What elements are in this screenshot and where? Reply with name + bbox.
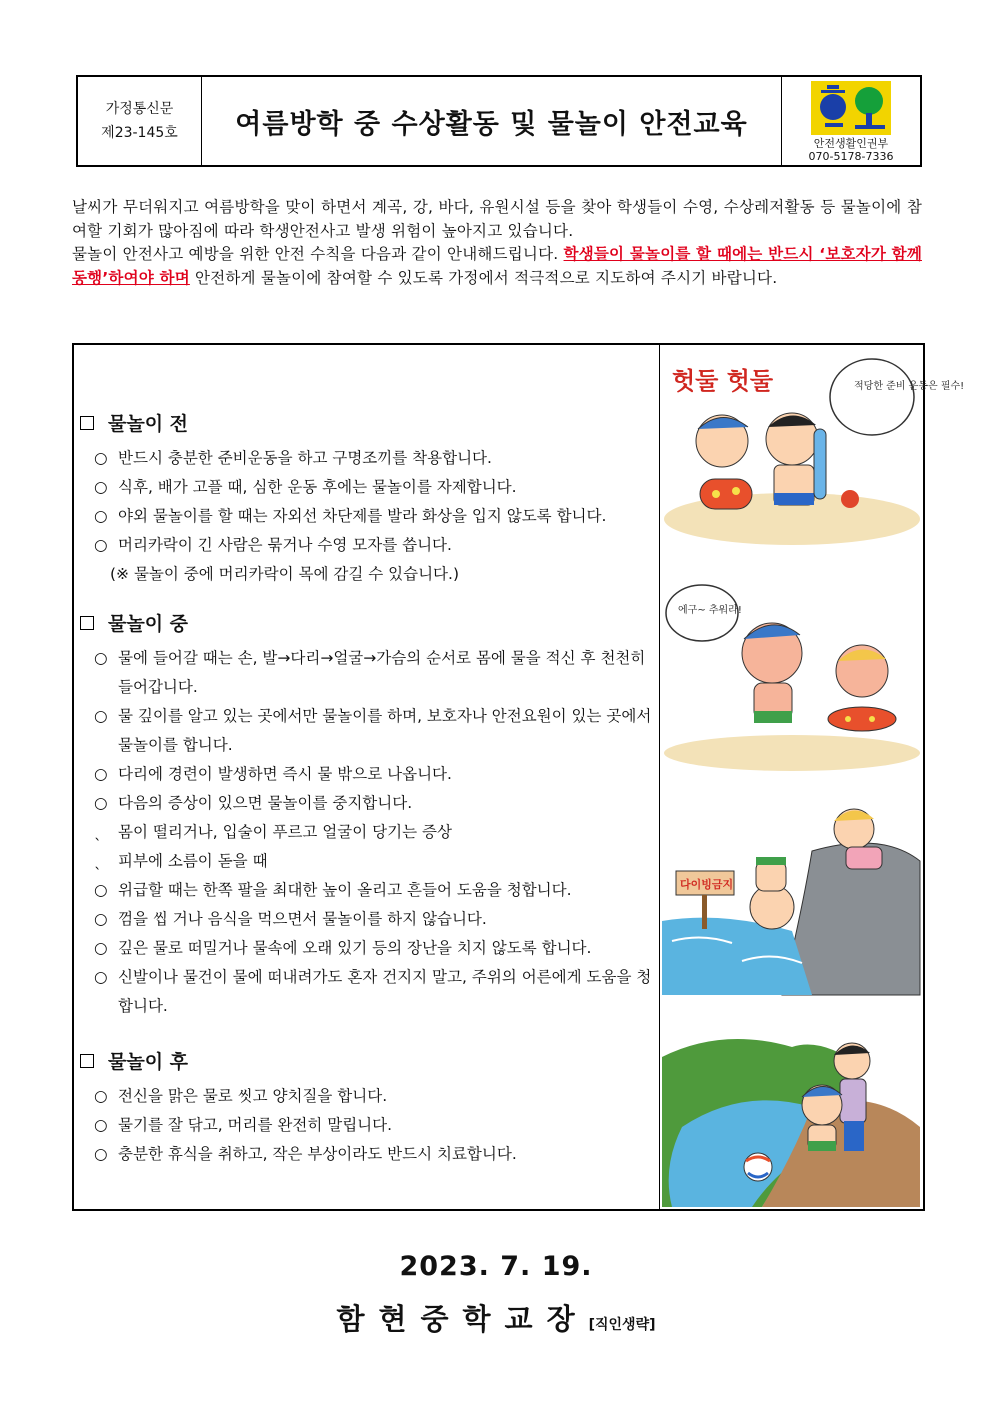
circle-bullet-icon: ○ bbox=[94, 478, 108, 496]
list-item: ○ 위급할 때는 한쪽 팔을 최대한 높이 올리고 흔들어 도움을 청합니다. bbox=[94, 876, 656, 905]
header-box bbox=[76, 75, 922, 167]
list-item: ○ 물기를 잘 닦고, 머리를 완전히 말립니다. bbox=[94, 1111, 656, 1140]
list-item: ○ 껌을 씹 거나 음식을 먹으면서 물놀이를 하지 않습니다. bbox=[94, 905, 656, 934]
page-title: 여름방학 중 수상활동 및 물놀이 안전교육 bbox=[202, 77, 782, 165]
circle-bullet-icon: ○ bbox=[94, 765, 108, 783]
circle-bullet-icon: ○ bbox=[94, 536, 108, 554]
column-divider bbox=[659, 345, 660, 1209]
list-note: (※ 물놀이 중에 머리카락이 목에 감길 수 있습니다.) bbox=[110, 565, 459, 583]
list-item: ○ 깊은 물로 떠밀거나 물속에 오래 있기 등의 장난을 치지 않도록 합니다. bbox=[94, 934, 656, 963]
list-item: ○ 반드시 충분한 준비운동을 하고 구명조끼를 착용합니다. bbox=[94, 444, 656, 473]
circle-bullet-icon: ○ bbox=[94, 649, 108, 667]
no-diving-illustration bbox=[662, 791, 922, 995]
circle-bullet-icon: ○ bbox=[94, 910, 108, 928]
section-during-title bbox=[80, 609, 188, 636]
sub-list-item: ˎ 피부에 소름이 돋을 때 bbox=[94, 847, 656, 876]
circle-bullet-icon: ○ bbox=[94, 939, 108, 957]
list-item: ○ 물에 들어갈 때는 손, 발→다리→얼굴→가슴의 순서로 몸에 물을 적신 후 천천히 들어갑니다. bbox=[94, 644, 656, 702]
doc-info bbox=[78, 77, 202, 165]
safety-rules-table bbox=[72, 343, 965, 1211]
section-during-list bbox=[94, 644, 656, 1021]
dot-bullet-icon: ˎ bbox=[94, 852, 102, 870]
dept-logo-box bbox=[782, 77, 920, 165]
circle-bullet-icon: ○ bbox=[94, 794, 108, 812]
warmup-bubble-text: 적당한 준비 운동은 필수! bbox=[854, 381, 965, 392]
school-name: 함현중학교장 bbox=[336, 1302, 589, 1336]
list-item: ○ 전신을 맑은 물로 씻고 양치질을 합니다. bbox=[94, 1082, 656, 1111]
checkbox-square-icon bbox=[80, 616, 94, 630]
circle-bullet-icon: ○ bbox=[94, 507, 108, 525]
dot-bullet-icon: ˎ bbox=[94, 823, 102, 841]
doc-number: 제23-145호 bbox=[101, 125, 178, 141]
after-swim-illustration bbox=[662, 1017, 922, 1207]
section-after-list bbox=[94, 1082, 656, 1169]
list-item: ○ 충분한 휴식을 취하고, 작은 부상이라도 반드시 치료합니다. bbox=[94, 1140, 656, 1169]
intro-p2 bbox=[72, 243, 922, 290]
section-before-list bbox=[94, 444, 656, 589]
warmup-illustration bbox=[662, 349, 965, 545]
section-after-label: 물놀이 후 bbox=[108, 1051, 189, 1073]
cold-bubble-text: 에구~ 추워라! bbox=[678, 605, 742, 616]
list-item: ○ 물 깊이를 알고 있는 곳에서만 물놀이를 하며, 보호자나 안전요원이 있는 곳에서 물놀이를 합니다. bbox=[94, 702, 656, 760]
section-before-label: 물놀이 전 bbox=[108, 413, 189, 435]
dept-name: 안전생활인권부 bbox=[813, 137, 889, 150]
intro-paragraph bbox=[72, 196, 922, 290]
section-after-title bbox=[80, 1047, 188, 1074]
dept-phone: 070-5178-7336 bbox=[808, 150, 894, 163]
section-during-label: 물놀이 중 bbox=[108, 613, 189, 635]
circle-bullet-icon: ○ bbox=[94, 1145, 108, 1163]
circle-bullet-icon: ○ bbox=[94, 881, 108, 899]
no-diving-sign-text: 다이빙금지 bbox=[680, 878, 734, 891]
list-item: ○ 야외 물놀이를 할 때는 자외선 차단제를 발라 화상을 입지 않도록 합니다. bbox=[94, 502, 656, 531]
intro-p1: 날씨가 무더워지고 여름방학을 맞이 하면서 계곡, 강, 바다, 유원시설 등을 찾아 학생들이 수영, 수상레저활동 등 물놀이에 참여할 기회가 많아짐에 따라 학생안전사고 발생 위험이 높아지고 있습니다. bbox=[72, 198, 922, 240]
checkbox-square-icon bbox=[80, 1054, 94, 1068]
list-item: ○ 머리카락이 긴 사람은 묶거나 수영 모자를 씁니다. bbox=[94, 531, 656, 560]
circle-bullet-icon: ○ bbox=[94, 449, 108, 467]
list-item: ○ 신발이나 물건이 물에 떠내려가도 혼자 건지지 말고, 주위의 어른에게 도움을 청합니다. bbox=[94, 963, 656, 1021]
checkbox-square-icon bbox=[80, 416, 94, 430]
school-signature bbox=[0, 1297, 992, 1338]
doc-type: 가정통신문 bbox=[105, 101, 174, 117]
sub-list-item: ˎ 몸이 떨리거나, 입술이 푸르고 얼굴이 당기는 증상 bbox=[94, 818, 656, 847]
issue-date: 2023. 7. 19. bbox=[399, 1251, 593, 1282]
cold-water-illustration bbox=[662, 573, 922, 769]
school-logo-icon bbox=[811, 81, 891, 135]
circle-bullet-icon: ○ bbox=[94, 1087, 108, 1105]
list-item: ○ 식후, 배가 고플 때, 심한 운동 후에는 물놀이를 자제합니다. bbox=[94, 473, 656, 502]
section-before-title bbox=[80, 409, 188, 436]
circle-bullet-icon: ○ bbox=[94, 1116, 108, 1134]
circle-bullet-icon: ○ bbox=[94, 707, 108, 725]
intro-p2-end: 안전하게 물놀이에 참여할 수 있도록 가정에서 적극적으로 지도하여 주시기 바랍니다. bbox=[189, 268, 778, 287]
list-item: ○ 다음의 증상이 있으면 물놀이를 중지합니다. bbox=[94, 789, 656, 818]
intro-emphasis: 학생들이 물놀이를 할 때에는 반드시 ‘보호자가 함께 동행’하여야 하며 bbox=[72, 245, 922, 287]
circle-bullet-icon: ○ bbox=[94, 968, 108, 986]
seal-note: [직인생략] bbox=[588, 1317, 656, 1333]
list-item: ○ 다리에 경련이 발생하면 즉시 물 밖으로 나옵니다. bbox=[94, 760, 656, 789]
warmup-shout-text: 헛둘 헛둘 bbox=[672, 367, 774, 395]
intro-p2-text: 물놀이 안전사고 예방을 위한 안전 수칙을 다음과 같이 안내해드립니다. bbox=[72, 245, 564, 263]
